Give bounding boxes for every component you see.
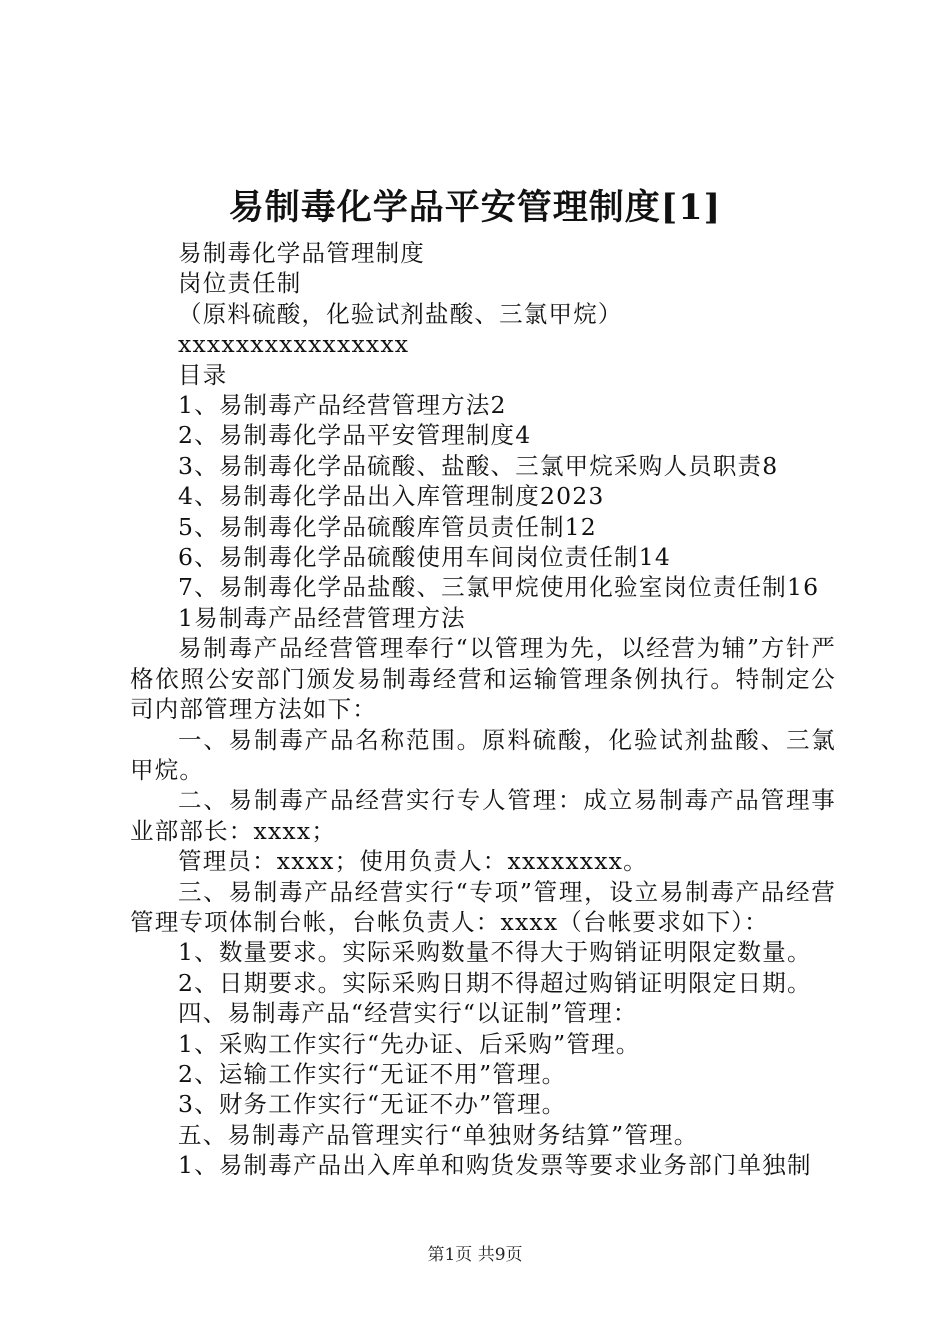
body-line: 3、财务工作实行“无证不办”管理。 xyxy=(178,1090,567,1119)
document-body xyxy=(130,238,836,1181)
body-line: 五、易制毒产品管理实行“单独财务结算”管理。 xyxy=(178,1120,699,1149)
body-line: 2、运输工作实行“无证不用”管理。 xyxy=(178,1059,567,1088)
body-paragraph: 二、易制毒产品经营实行专人管理：成立易制毒产品管理事业部部长：xxxx； xyxy=(130,786,836,845)
body-line: xxxxxxxxxxxxxxxx xyxy=(178,330,410,359)
toc-item: 5、易制毒化学品硫酸库管员责任制12 xyxy=(178,512,597,541)
toc-heading: 目录 xyxy=(178,360,228,389)
body-line: 1、采购工作实行“先办证、后采购”管理。 xyxy=(178,1029,641,1058)
body-line: （原料硫酸，化验试剂盐酸、三氯甲烷） xyxy=(178,299,623,328)
toc-item: 2、易制毒化学品平安管理制度4 xyxy=(178,421,532,450)
body-line: 管理员：xxxx；使用负责人：xxxxxxxx。 xyxy=(178,847,648,876)
body-line: 1、易制毒产品出入库单和购货发票等要求业务部门单独制 xyxy=(178,1151,812,1180)
body-line: 易制毒化学品管理制度 xyxy=(178,239,425,267)
toc-item: 7、易制毒化学品盐酸、三氯甲烷使用化验室岗位责任制16 xyxy=(178,573,820,602)
document-title: 易制毒化学品平安管理制度[1] xyxy=(228,187,722,228)
body-line: 岗位责任制 xyxy=(178,269,302,298)
body-line: 四、易制毒产品“经营实行“以证制”管理： xyxy=(178,999,638,1028)
body-paragraph: 三、易制毒产品经营实行“专项”管理，设立易制毒产品经营管理专项体制台帐，台帐负责人：xxxx（台帐要求如下）： xyxy=(130,877,836,936)
section-heading: 1易制毒产品经营管理方法 xyxy=(178,603,466,632)
toc-item: 6、易制毒化学品硫酸使用车间岗位责任制14 xyxy=(178,543,672,572)
toc-item: 4、易制毒化学品出入库管理制度2023 xyxy=(178,482,605,511)
toc-item: 3、易制毒化学品硫酸、盐酸、三氯甲烷采购人员职责8 xyxy=(178,451,779,480)
page-footer: 第1页 共9页 xyxy=(427,1245,523,1265)
body-paragraph: 易制毒产品经营管理奉行“以管理为先，以经营为辅”方针严格依照公安部门颁发易制毒经营和运输管理条例执行。特制定公司内部管理方法如下： xyxy=(130,634,836,724)
body-line: 1、数量要求。实际采购数量不得大于购销证明限定数量。 xyxy=(178,938,812,967)
toc-item: 1、易制毒产品经营管理方法2 xyxy=(178,391,507,420)
body-paragraph: 一、易制毒产品名称范围。原料硫酸，化验试剂盐酸、三氯甲烷。 xyxy=(130,725,836,784)
body-line: 2、日期要求。实际采购日期不得超过购销证明限定日期。 xyxy=(178,968,812,997)
